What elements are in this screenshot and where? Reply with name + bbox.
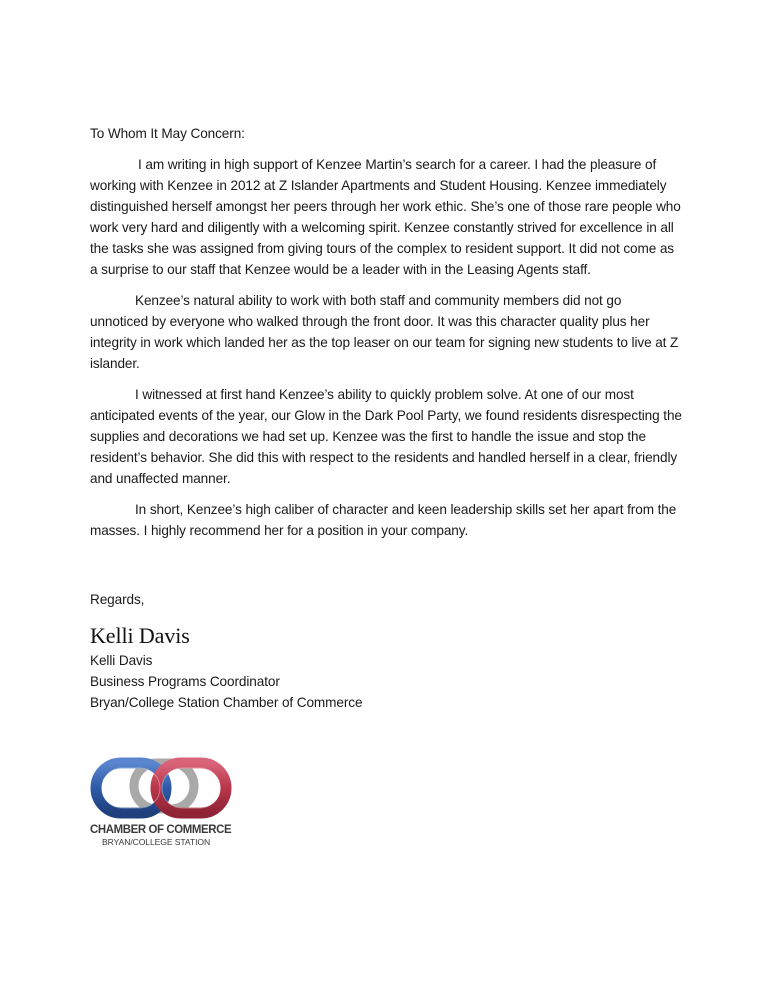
logo-subtitle: BRYAN/COLLEGE STATION xyxy=(102,837,211,847)
paragraph-3: I witnessed at first hand Kenzee’s ability to quickly problem solve. At one of our most anticipated events of the year, our Glow in the Dark Pool Party, we found residents disrespecting the supplies and decorations we had set up. Kenzee was the first to handle the issue and stop the resident’s behavior. She did this with respect to the residents and handled herself in a clear, friendly and unaffected manner. xyxy=(90,387,682,486)
letter-body xyxy=(90,123,682,713)
paragraph-2: Kenzee’s natural ability to work with both staff and community members did not go unnoticed by everyone who walked through the front door. It was this character quality plus her integrity in work which landed her as the top leaser on our team for signing new students to live at Z islander. xyxy=(90,293,679,371)
chain-link-icon xyxy=(90,757,235,819)
signature-script: Kelli Davis xyxy=(90,623,190,648)
chamber-logo xyxy=(90,757,235,852)
signer-organization: Bryan/College Station Chamber of Commerce xyxy=(90,695,363,710)
paragraph-1: I am writing in high support of Kenzee Martin’s search for a career. I had the pleasure of working with Kenzee in 2012 at Z Islander Apartments and Student Housing. Kenzee immediately distinguished herself amongst her peers through her work ethic. She’s one of those rare people who work very hard and diligently with a welcoming spirit. Kenzee constantly strived for excellence in all the tasks she was assigned from giving tours of the complex to resident support. It did not come as a surprise to our staff that Kenzee would be a leader with in the Leasing Agents staff. xyxy=(90,157,681,277)
paragraph-4: In short, Kenzee’s high caliber of character and keen leadership skills set her apart from the masses. I highly recommend her for a position in your company. xyxy=(90,502,677,538)
logo-title: CHAMBER OF COMMERCE xyxy=(90,822,232,836)
signer-title: Business Programs Coordinator xyxy=(90,674,280,689)
closing: Regards, xyxy=(90,592,145,607)
salutation: To Whom It May Concern: xyxy=(90,126,245,141)
signer-name: Kelli Davis xyxy=(90,653,153,668)
